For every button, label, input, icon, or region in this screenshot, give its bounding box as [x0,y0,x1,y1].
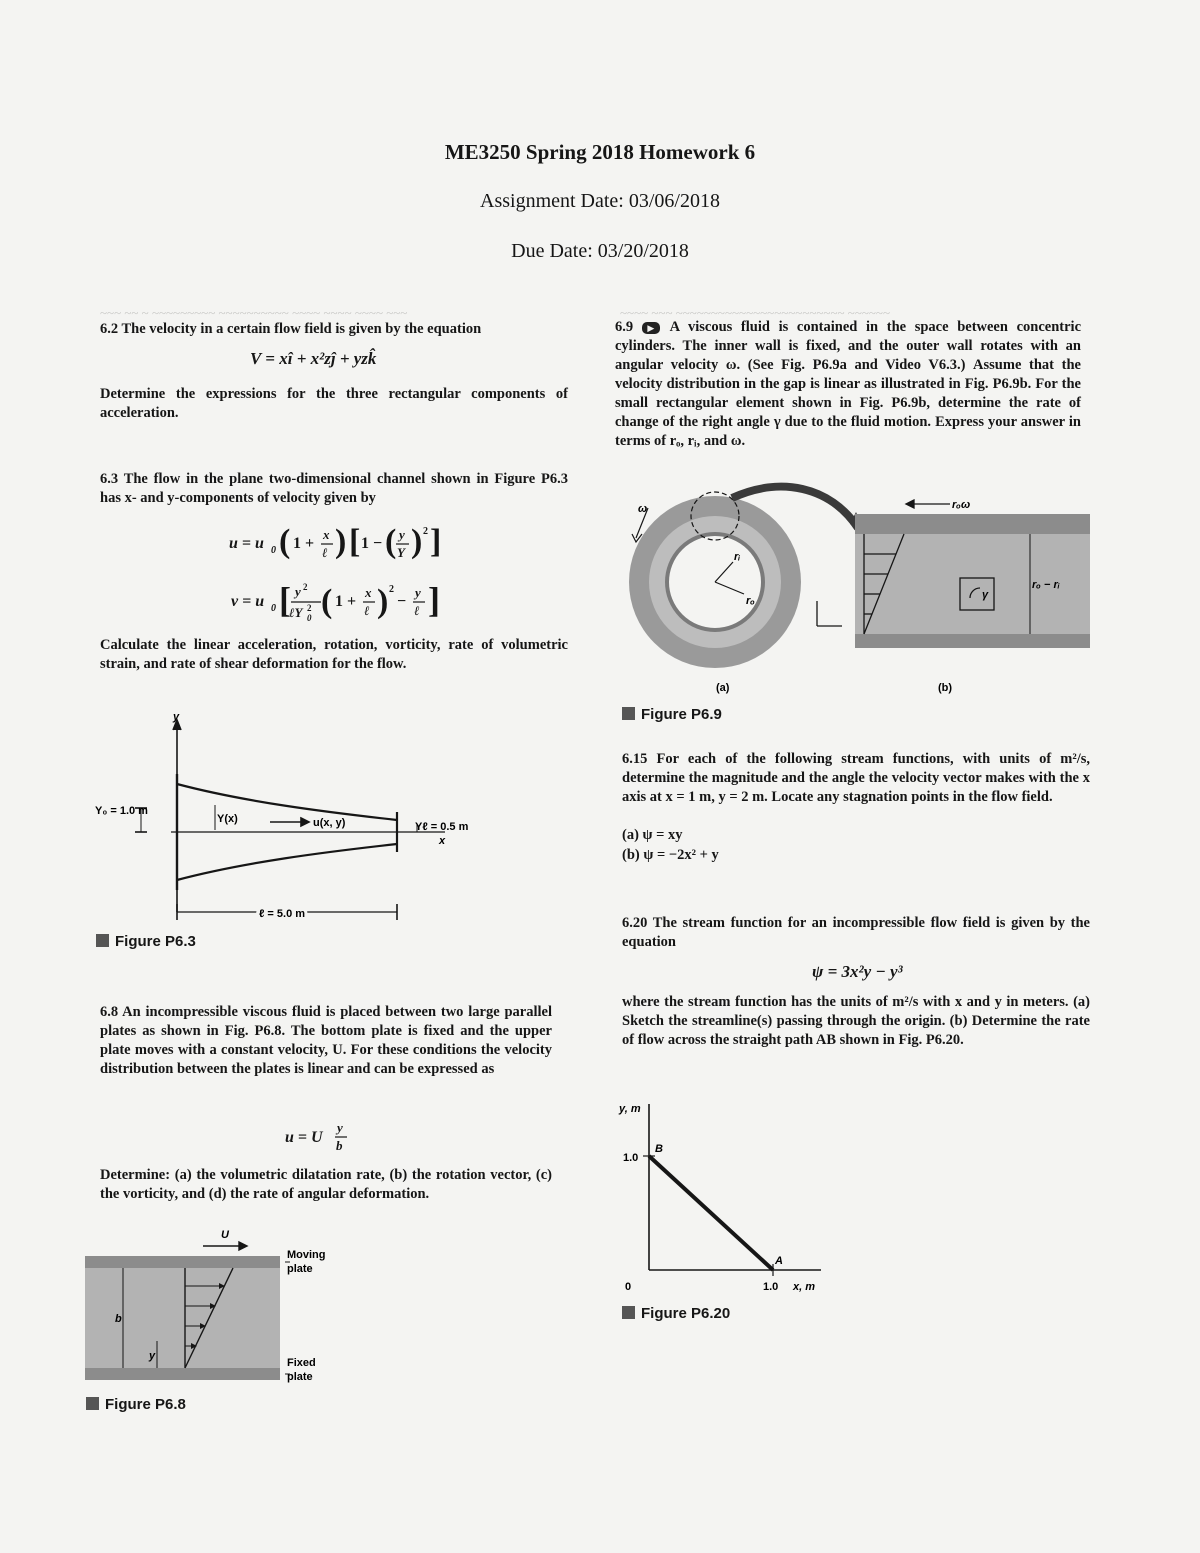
caption-text: Figure P6.8 [105,1396,186,1413]
problem-6-20 [622,914,1090,952]
caption-text: Figure P6.9 [641,706,722,723]
assignment-date: Assignment Date: 03/06/2018 [480,190,720,212]
svg-text:(: ( [385,523,397,560]
problem-6-9 [615,318,1081,451]
caption-text: Figure P6.20 [641,1305,731,1322]
svg-text:u = u: u = u [229,535,264,552]
equation-6-8 [285,1112,365,1156]
label-ro: rₒ [746,595,755,607]
label-moving-plate: Moving plate [287,1249,326,1275]
label-fixed-plate: Fixed plate [287,1357,316,1383]
page-title: ME3250 Spring 2018 Homework 6 [444,140,756,164]
problem-6-3-question: Calculate the linear acceleration, rotation, vorticity, rate of volumetric strain, and rate of shear deformation for the flow. [100,637,568,672]
label-y0: Y₀ = 1.0 m [95,805,148,817]
problem-6-8 [100,1003,552,1079]
problem-number: 6.9 [615,319,634,335]
problem-6-8-question: Determine: (a) the volumetric dilatation rate, (b) the rotation vector, (c) the vorticity, and (d) the rate of angular deformation. [100,1167,552,1202]
svg-text:[: [ [349,523,361,560]
svg-text:0: 0 [271,545,276,556]
label-length: ℓ = 5.0 m [259,908,306,920]
problem-number: 6.15 [622,751,648,767]
problem-text: The stream function for an incompressible flow field is given by the equation [622,915,1090,950]
label-y-axis: y, m [619,1103,641,1115]
label-x-axis: x, m [793,1281,816,1293]
label-yx: Y(x) [217,813,238,825]
problem-6-3 [100,470,568,508]
label-origin: 0 [625,1281,632,1293]
problem-text: The flow in the plane two-dimensional channel shown in Figure P6.3 has x- and y-components of velocity given by [100,471,568,506]
figure-p6-20-diagram [615,1094,855,1304]
bleed-through-noise: ~~~~ ~~~ ~~~~~~~~~~~~~~~~~~~~~~~~ ~~~~~~ [620,305,890,320]
svg-text:b: b [336,1138,343,1153]
svg-text:2: 2 [423,526,428,537]
caption-square-icon [96,934,109,947]
caption-text: Figure P6.3 [115,933,196,950]
label-ri: rᵢ [734,551,741,563]
equations-6-3 [225,520,455,630]
label-yl: Yℓ = 0.5 m [415,821,469,833]
label-x-tick: 1.0 [763,1281,779,1293]
svg-text:ℓY: ℓY [289,605,303,620]
svg-text:Y: Y [397,545,405,560]
svg-text:y: y [337,1120,343,1135]
svg-text:ℓ: ℓ [322,545,328,560]
svg-text:2: 2 [303,582,308,592]
caption-square-icon [86,1397,99,1410]
svg-text:(: ( [321,583,333,620]
problem-6-2 [100,320,568,339]
svg-text:ℓ: ℓ [364,603,370,618]
figure-p6-3-caption [96,933,196,950]
problem-6-20-question: where the stream function has the units of m²/s with x and y in meters. (a) Sketch the streamline(s) passing through the origin. (b) Determine the rate of flow across the straight path AB shown in Fig. P6.20. [622,994,1090,1048]
label-omega: ω [638,503,648,515]
svg-text:x: x [365,585,372,600]
label-y-tick: 1.0 [623,1152,639,1164]
problem-text: A viscous fluid is contained in the space between concentric cylinders. The inner wall is fixed, and the outer wall rotates with an angular velocity ω. (See Fig. P6.9a and Video V6.3.) Assume that the velocity distribution in the gap is linear as illustrated in Fig. P6.9b. For the small rectangular element shown in Fig. P6.9b, determine the rate of change of the right angle γ due to the fluid motion. Express your answer in terms of rₒ, rᵢ, and ω. [615,319,1082,449]
label-point-b: B [655,1143,663,1155]
problem-text: The velocity in a certain flow field is given by the equation [121,321,482,337]
problem-number: 6.8 [100,1004,119,1020]
caption-square-icon [622,707,635,720]
equation-6-20: ψ = 3x²y − y³ [812,962,903,981]
label-point-a: A [775,1255,783,1267]
svg-text:y: y [415,585,421,600]
equation-6-2: V = xî + x²zĵ + yzk̂ [250,349,377,368]
svg-text:0: 0 [307,613,312,623]
svg-text:): ) [377,583,389,620]
problem-text: For each of the following stream functions, with units of m²/s, determine the magnitude and the angle the velocity vector makes with the x axis at x = 1 m, y = 2 m. Locate any stagnation points in the flow field. [622,751,1091,805]
label-b: b [115,1313,122,1325]
figure-p6-9-caption [622,706,722,723]
svg-text:x: x [323,527,330,542]
problem-text: An incompressible viscous fluid is placed between two large parallel plates as shown in Fig. P6.8. The bottom plate is fixed and the upper plate moves with a constant velocity, U. For these conditions the velocity distribution between the plates is linear and can be expressed as [100,1004,552,1077]
svg-text:−: − [397,593,407,610]
figure-p6-9-diagram [620,486,1090,696]
problem-number: 6.2 [100,321,119,337]
problem-number: 6.20 [622,915,648,931]
problem-6-2-question: Determine the expressions for the three rectangular components of acceleration. [100,386,568,421]
svg-text:2: 2 [307,603,312,613]
problem-6-15-part-a: (a) ψ = xy [622,827,683,843]
problem-number: 6.3 [100,471,119,487]
problem-6-15-part-b: (b) ψ = −2x² + y [622,847,719,863]
label-b: (b) [938,682,953,694]
svg-text:): ) [335,523,347,560]
svg-text:): ) [411,523,423,560]
svg-text:ℓ: ℓ [414,603,420,618]
video-icon: ▶ [642,322,660,334]
problem-6-15 [622,750,1090,807]
svg-text:1 +: 1 + [293,535,315,552]
figure-p6-3-diagram [95,712,515,922]
svg-text:v = u: v = u [231,593,265,610]
svg-text:[: [ [279,580,291,620]
label-gamma: γ [982,589,989,601]
svg-text:y: y [399,527,405,542]
label-y-axis: y [173,711,180,723]
label-a: (a) [716,682,730,694]
label-uxy: u(x, y) [313,817,346,829]
svg-text:1 +: 1 + [335,593,357,610]
label-x-axis: x [439,835,446,847]
bleed-through-noise: ~~~ ~~ ~ ~~~~~~~~~ ~~~~~~~~~~ ~~~~ ~~~~ ~~~~ ~~~ [100,305,408,320]
svg-text:u = U: u = U [285,1129,323,1146]
figure-p6-20-caption [622,1305,730,1322]
svg-text:y: y [295,584,301,599]
svg-text:(: ( [279,523,291,560]
svg-text:2: 2 [389,584,394,595]
label-ro-ri: rₒ − rᵢ [1032,579,1060,591]
label-y: y [149,1350,156,1362]
svg-text:0: 0 [271,603,276,614]
svg-text:1 −: 1 − [361,535,383,552]
label-u: U [221,1229,229,1241]
figure-p6-8-caption [86,1396,186,1413]
svg-text:]: ] [430,523,442,560]
due-date: Due Date: 03/20/2018 [511,240,689,262]
label-ro-omega: rₒω [952,499,971,511]
figure-p6-8-diagram [85,1226,345,1396]
caption-square-icon [622,1306,635,1319]
svg-text:]: ] [428,580,440,620]
